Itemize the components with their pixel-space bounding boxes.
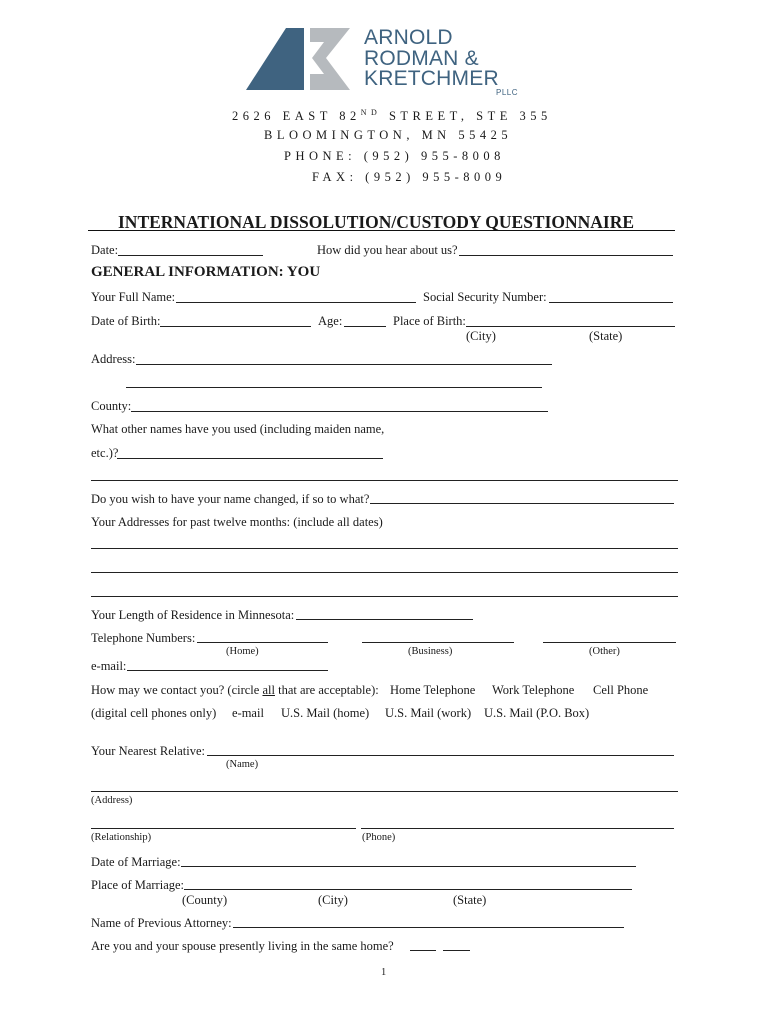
addresses-past-label: Your Addresses for past twelve months: (include all dates)	[91, 515, 383, 529]
other-names-label-1: What other names have you used (including maiden name,	[91, 422, 385, 436]
home-caption: (Home)	[226, 646, 259, 657]
firm-name-line3: KRETCHMER	[364, 67, 499, 90]
prev-attorney-label: Name of Previous Attorney:	[91, 916, 232, 930]
firm-name-line1: ARNOLD	[364, 26, 453, 49]
name-change-label: Do you wish to have your name changed, if so to what?	[91, 492, 370, 506]
firm-name-line2: RODMAN &	[364, 47, 479, 70]
addresses-past-line-2[interactable]	[91, 572, 678, 573]
dob-label: Date of Birth:	[91, 314, 161, 328]
place-of-birth-label: Place of Birth:	[393, 314, 466, 328]
logo-mark-icon	[246, 26, 358, 92]
option-mail-home[interactable]: U.S. Mail (home)	[281, 706, 370, 720]
place-of-marriage-label: Place of Marriage:	[91, 878, 185, 892]
address-input-line-2[interactable]	[126, 387, 542, 388]
telephone-label: Telephone Numbers:	[91, 631, 196, 645]
same-home-yes-line[interactable]	[410, 950, 436, 951]
date-of-marriage-label: Date of Marriage:	[91, 855, 181, 869]
age-input-line[interactable]	[344, 326, 386, 327]
email-input-line[interactable]	[127, 670, 328, 671]
residence-length-label: Your Length of Residence in Minnesota:	[91, 608, 295, 622]
place-of-marriage-input-line[interactable]	[184, 889, 632, 890]
full-name-label: Your Full Name:	[91, 290, 176, 304]
option-work-telephone[interactable]: Work Telephone	[492, 683, 575, 697]
same-home-label: Are you and your spouse presently living in the same home?	[91, 939, 394, 953]
county-label: County:	[91, 399, 132, 413]
place-of-birth-input-line[interactable]	[466, 326, 675, 327]
address-label: Address:	[91, 352, 136, 366]
ssn-input-line[interactable]	[549, 302, 673, 303]
addresses-past-line-3[interactable]	[91, 596, 678, 597]
how-hear-label: How did you hear about us?	[317, 243, 458, 257]
business-caption: (Business)	[408, 646, 453, 657]
address-line-2: BLOOMINGTON, MN 55425	[264, 128, 513, 142]
relative-phone-line[interactable]	[361, 828, 674, 829]
firm-suffix: PLLC	[496, 88, 519, 97]
address-line-1: 2626 EAST 82ND STREET, STE 355	[232, 108, 552, 124]
contact-question: How may we contact you? (circle all that are acceptable):	[91, 683, 379, 697]
other-names-input-line[interactable]	[117, 458, 383, 459]
date-label: Date:	[91, 243, 119, 257]
telephone-business-line[interactable]	[362, 642, 514, 643]
title-rule	[88, 230, 675, 231]
pob-state-caption: (State)	[589, 329, 623, 343]
other-names-label-2: etc.)?	[91, 446, 119, 460]
section-heading: GENERAL INFORMATION: YOU	[91, 264, 321, 280]
email-label: e-mail:	[91, 659, 127, 673]
ssn-label: Social Security Number:	[423, 290, 547, 304]
phone-line: PHONE: (952) 955-8008	[284, 149, 505, 163]
relative-relationship-line[interactable]	[91, 828, 356, 829]
pob-city-caption: (City)	[466, 329, 496, 343]
full-name-input-line[interactable]	[176, 302, 416, 303]
marriage-state-caption: (State)	[453, 893, 487, 907]
dob-input-line[interactable]	[160, 326, 311, 327]
telephone-other-line[interactable]	[543, 642, 676, 643]
county-input-line[interactable]	[131, 411, 548, 412]
other-caption: (Other)	[589, 646, 620, 657]
phone-caption: (Phone)	[362, 832, 396, 843]
nearest-relative-label: Your Nearest Relative:	[91, 744, 205, 758]
age-label: Age:	[318, 314, 343, 328]
residence-length-input-line[interactable]	[296, 619, 473, 620]
relative-address-line[interactable]	[91, 791, 678, 792]
option-mail-po[interactable]: U.S. Mail (P.O. Box)	[484, 706, 590, 720]
option-email[interactable]: e-mail	[232, 706, 264, 720]
same-home-no-line[interactable]	[443, 950, 470, 951]
addresses-past-line-1[interactable]	[91, 548, 678, 549]
fax-line: FAX: (952) 955-8009	[312, 170, 507, 184]
nearest-relative-input-line[interactable]	[207, 755, 674, 756]
telephone-home-line[interactable]	[197, 642, 328, 643]
marriage-county-caption: (County)	[182, 893, 228, 907]
relative-address-caption: (Address)	[91, 795, 133, 806]
marriage-city-caption: (City)	[318, 893, 348, 907]
document-title: INTERNATIONAL DISSOLUTION/CUSTODY QUESTIONNAIRE	[118, 212, 635, 232]
name-change-input-line[interactable]	[370, 503, 674, 504]
how-hear-input-line[interactable]	[459, 255, 673, 256]
option-digital-note: (digital cell phones only)	[91, 706, 217, 720]
page-number: 1	[381, 967, 387, 978]
relationship-caption: (Relationship)	[91, 832, 152, 843]
address-input-line-1[interactable]	[136, 364, 552, 365]
other-names-input-line-2[interactable]	[91, 480, 678, 481]
date-input-line[interactable]	[118, 255, 263, 256]
relative-name-caption: (Name)	[226, 759, 259, 770]
date-of-marriage-input-line[interactable]	[181, 866, 636, 867]
option-home-telephone[interactable]: Home Telephone	[390, 683, 476, 697]
prev-attorney-input-line[interactable]	[233, 927, 624, 928]
option-cell-phone[interactable]: Cell Phone	[593, 683, 649, 697]
option-mail-work[interactable]: U.S. Mail (work)	[385, 706, 472, 720]
